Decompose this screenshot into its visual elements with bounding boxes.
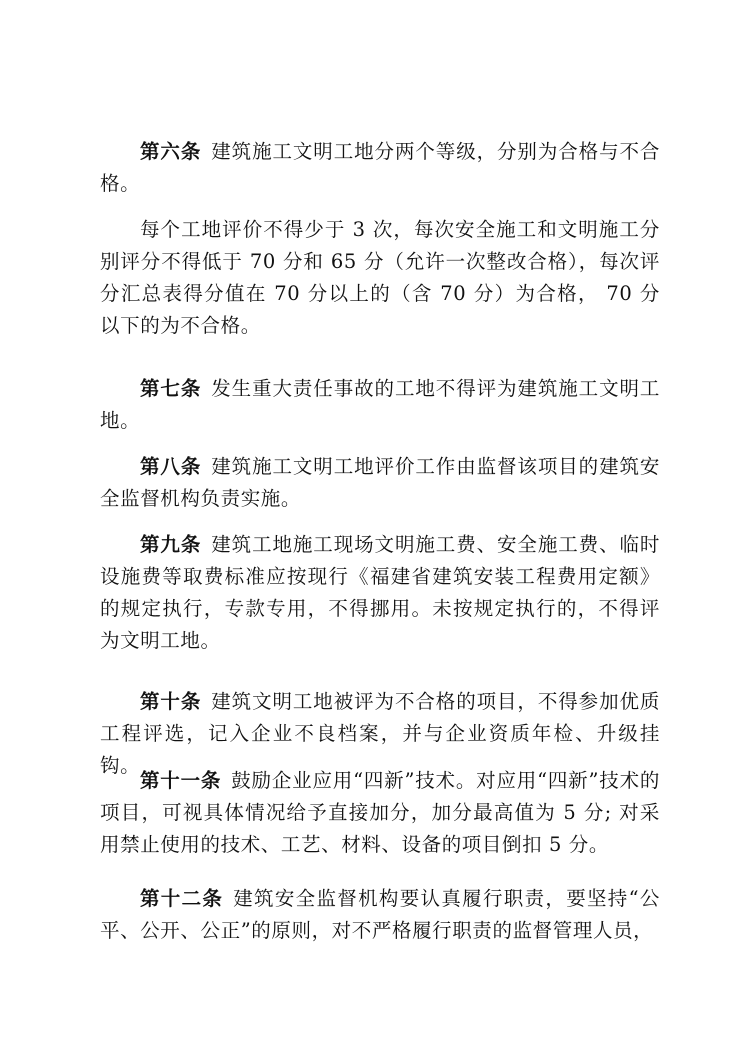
article-text: 建筑工地施工现场文明施工费、安全施工费、临时设施费等取费标准应按现行《福建省建筑安装工程费用定额》的规定执行，专款专用，不得挪用。未按规定执行的，不得评为文明工地。 (100, 533, 660, 652)
article-11 (100, 765, 660, 861)
article-label: 第十二条 (140, 887, 224, 910)
article-text: 建筑文明工地被评为不合格的项目，不得参加优质工程评选，记入企业不良档案，并与企业资质年检、升级挂钩。 (100, 690, 660, 777)
article-text: 鼓励企业应用“四新”技术。对应用“四新”技术的项目，可视具体情况给予直接加分，加分最高值为 5 分; 对采用禁止使用的技术、工艺、材料、设备的项目倒扣 5 分。 (100, 769, 660, 856)
article-text: 建筑施工文明工地评价工作由监督该项目的建筑安全监督机构负责实施。 (100, 455, 660, 510)
article-6-paragraph-2 (100, 214, 660, 342)
article-text: 每个工地评价不得少于 3 次，每次安全施工和文明施工分别评分不得低于 70 分和 65 分（允许一次整改合格），每次评分汇总表得分值在 70 分以上的（含 70 分）为合格， 70 分以下的为不合格。 (100, 218, 660, 337)
article-6 (100, 136, 660, 200)
article-label: 第八条 (140, 455, 202, 478)
article-8 (100, 451, 660, 515)
article-label: 第十一条 (140, 769, 222, 792)
article-7 (100, 373, 660, 437)
article-label: 第六条 (140, 140, 202, 163)
article-label: 第七条 (140, 377, 202, 400)
article-text: 建筑安全监督机构要认真履行职责，要坚持“公平、公开、公正”的原则，对不严格履行职责的监督管理人员， (100, 887, 660, 942)
article-9 (100, 529, 660, 657)
article-text: 建筑施工文明工地分两个等级，分别为合格与不合格。 (100, 140, 660, 195)
article-label: 第九条 (140, 533, 202, 556)
article-label: 第十条 (140, 690, 202, 713)
article-text: 发生重大责任事故的工地不得评为建筑施工文明工地。 (100, 377, 660, 432)
article-12 (100, 883, 660, 947)
